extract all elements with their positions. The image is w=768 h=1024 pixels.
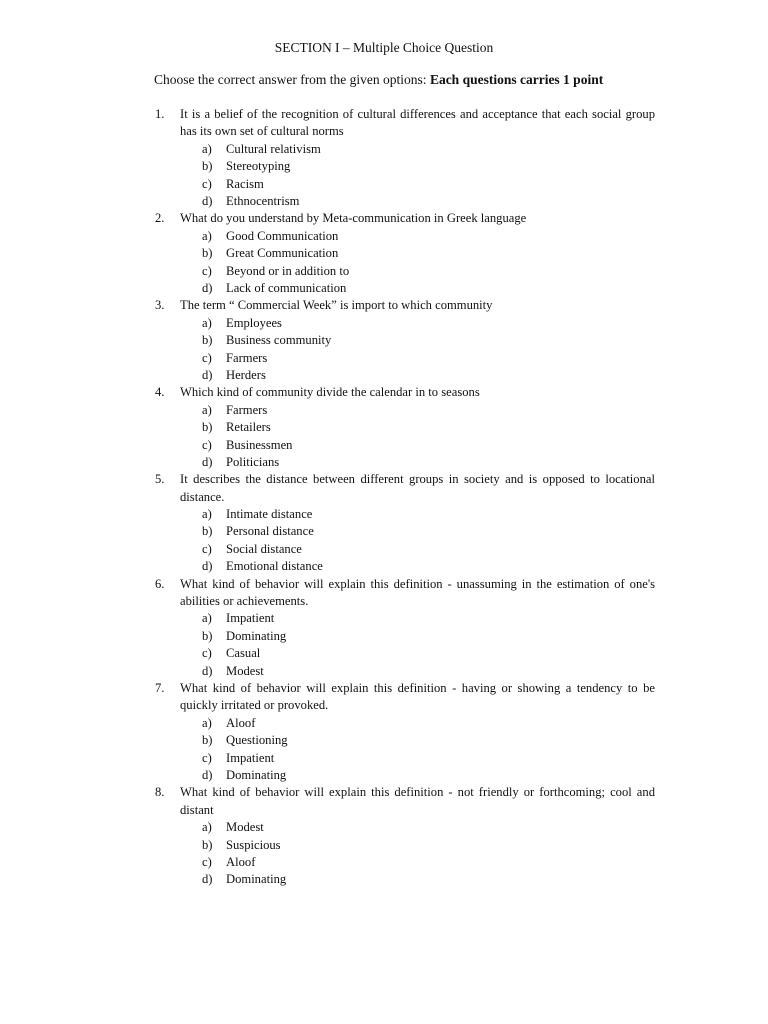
option-letter: c) (202, 350, 212, 365)
option-letter: c) (202, 646, 212, 661)
option-letter: c) (202, 263, 212, 278)
option-letter: d) (202, 280, 213, 295)
answer-option (155, 158, 655, 175)
answer-option (155, 454, 655, 471)
instructions-points: Each questions carries 1 point (429, 72, 604, 87)
answer-option (155, 419, 655, 436)
question-number: 7. (155, 681, 165, 696)
question-text: The term “ Commercial Week” is import to which community (180, 298, 493, 313)
option-letter: b) (202, 524, 213, 539)
answer-option (155, 280, 655, 297)
answer-option (155, 558, 655, 575)
question-text: It is a belief of the recognition of cultural differences and acceptance that each social group has its own set of cultural norms (180, 107, 655, 139)
answer-option (155, 645, 655, 662)
option-letter: c) (202, 437, 212, 452)
option-text: Stereotyping (226, 159, 291, 174)
option-letter: d) (202, 663, 213, 678)
question-number: 6. (155, 576, 165, 591)
section-title: SECTION I – Multiple Choice Question (274, 40, 494, 55)
question-item (155, 384, 655, 471)
option-letter: c) (202, 541, 212, 556)
answer-option (155, 263, 655, 280)
option-letter: a) (202, 715, 212, 730)
option-text: Aloof (226, 855, 256, 869)
question-item (155, 106, 655, 210)
option-text: Aloof (226, 715, 256, 730)
option-text: Business community (226, 333, 332, 348)
option-letter: a) (202, 507, 212, 522)
answer-option (155, 767, 655, 784)
option-text: Farmers (226, 402, 268, 417)
option-letter: c) (202, 176, 212, 191)
option-letter: c) (202, 750, 212, 765)
option-text: Retailers (226, 420, 271, 435)
option-text: Politicians (226, 454, 280, 469)
option-text: Personal distance (226, 524, 314, 539)
option-text: Cultural relativism (226, 141, 321, 156)
answer-option (155, 367, 655, 384)
option-letter: d) (202, 559, 213, 574)
option-letter: d) (202, 768, 213, 783)
option-letter: a) (202, 228, 212, 243)
option-text: Dominating (226, 628, 287, 643)
question-number: 3. (155, 298, 165, 313)
option-text: Casual (226, 646, 261, 661)
option-letter: a) (202, 611, 212, 626)
question-number: 5. (155, 472, 165, 487)
question-text: It describes the distance between different groups in society and is opposed to locational distance. (180, 472, 655, 504)
answer-option (155, 541, 655, 558)
option-letter: b) (202, 837, 213, 852)
option-text: Modest (226, 820, 264, 835)
option-letter: b) (202, 333, 213, 348)
answer-option (155, 628, 655, 645)
answer-option (155, 732, 655, 749)
option-text: Emotional distance (226, 559, 323, 574)
option-text: Employees (226, 315, 282, 330)
question-item (155, 210, 655, 297)
question-number: 1. (155, 107, 165, 121)
option-text: Dominating (226, 872, 287, 887)
option-text: Suspicious (226, 837, 281, 852)
answer-option (155, 663, 655, 680)
question-text: What kind of behavior will explain this definition - having or showing a tendency to be quickly irritated or provoked. (180, 681, 655, 713)
option-text: Social distance (226, 541, 302, 556)
answer-option (155, 610, 655, 627)
question-text: Which kind of community divide the calendar in to seasons (180, 385, 480, 400)
instructions-text: Choose the correct answer from the given options: (154, 72, 430, 87)
option-text: Farmers (226, 350, 268, 365)
option-letter: b) (202, 733, 213, 748)
answer-option (155, 176, 655, 193)
question-item (155, 576, 655, 680)
question-text: What kind of behavior will explain this definition - not friendly or forthcoming; cool and distant (180, 785, 655, 817)
option-letter: d) (202, 454, 213, 469)
answer-option (155, 715, 655, 732)
option-letter: b) (202, 420, 213, 435)
question-item (155, 680, 655, 784)
answer-option (155, 228, 655, 245)
answer-option (155, 750, 655, 767)
answer-option (155, 193, 655, 210)
option-text: Beyond or in addition to (226, 263, 350, 278)
option-letter: a) (202, 141, 212, 156)
option-letter: a) (202, 820, 212, 835)
question-number: 2. (155, 211, 165, 226)
option-letter: b) (202, 159, 213, 174)
question-number: 4. (155, 385, 165, 400)
question-text: What do you understand by Meta-communication in Greek language (180, 211, 527, 226)
option-text: Racism (226, 176, 264, 191)
question-list (155, 106, 655, 889)
answer-option (155, 402, 655, 419)
option-text: Impatient (226, 611, 275, 626)
option-text: Good Communication (226, 228, 339, 243)
option-text: Herders (226, 367, 266, 382)
option-letter: c) (202, 855, 212, 869)
answer-option (155, 315, 655, 332)
question-item (155, 784, 655, 888)
option-letter: d) (202, 193, 213, 208)
option-letter: d) (202, 367, 213, 382)
answer-option (155, 523, 655, 540)
question-item (155, 471, 655, 575)
question-item (155, 297, 655, 384)
answer-option (155, 350, 655, 367)
answer-option (155, 819, 655, 836)
question-number: 8. (155, 785, 165, 800)
option-text: Impatient (226, 750, 275, 765)
answer-option (155, 837, 655, 854)
option-text: Modest (226, 663, 264, 678)
option-text: Ethnocentrism (226, 193, 300, 208)
option-letter: a) (202, 402, 212, 417)
option-text: Questioning (226, 733, 288, 748)
option-letter: b) (202, 628, 213, 643)
answer-option (155, 141, 655, 158)
instructions (154, 72, 603, 88)
answer-option (155, 506, 655, 523)
answer-option (155, 437, 655, 454)
answer-option (155, 245, 655, 262)
option-text: Dominating (226, 768, 287, 783)
option-letter: a) (202, 315, 212, 330)
answer-option (155, 332, 655, 349)
question-text: What kind of behavior will explain this definition - unassuming in the estimation of one's abilities or achievements. (180, 576, 655, 609)
option-text: Lack of communication (226, 280, 347, 295)
option-letter: b) (202, 246, 213, 261)
answer-option (155, 854, 655, 871)
answer-option (155, 871, 655, 888)
option-letter: d) (202, 872, 213, 887)
option-text: Great Communication (226, 246, 339, 261)
option-text: Businessmen (226, 437, 293, 452)
option-text: Intimate distance (226, 507, 313, 522)
